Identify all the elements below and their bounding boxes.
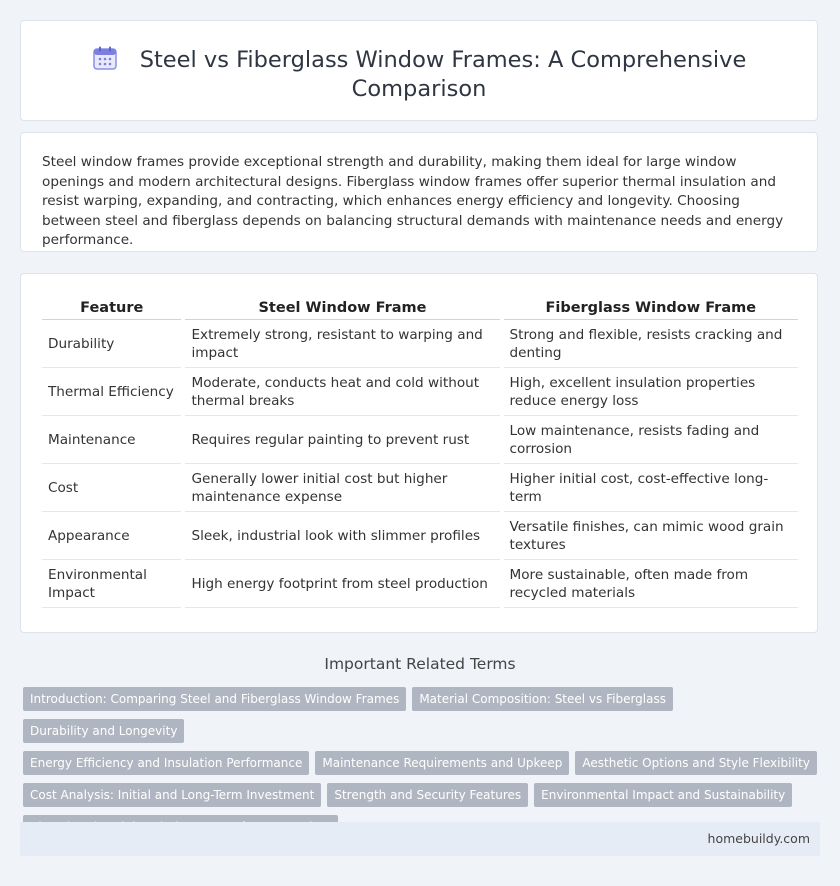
table-row [42,320,798,368]
header-steel: Steel Window Frame [183,297,501,320]
steel-cell: Moderate, conducts heat and cold without thermal breaks [183,368,501,416]
related-tag[interactable]: Aesthetic Options and Style Flexibility [575,751,817,775]
steel-cell: High energy footprint from steel production [183,560,501,608]
feature-cell: Thermal Efficiency [42,368,183,416]
feature-cell: Environmental Impact [42,560,183,608]
related-tag[interactable]: Maintenance Requirements and Upkeep [315,751,569,775]
feature-cell: Durability [42,320,183,368]
page-title [21,45,817,104]
footer [20,822,820,856]
page-title-text: Steel vs Fiberglass Window Frames: A Comprehensive Comparison [139,47,747,102]
intro-card [20,132,818,252]
feature-cell: Appearance [42,512,183,560]
fiberglass-cell: Low maintenance, resists fading and corrosion [502,416,799,464]
fiberglass-cell: More sustainable, often made from recycled materials [502,560,799,608]
intro-paragraph: Steel window frames provide exceptional strength and durability, making them ideal for large window openings and modern architectural designs. Fiberglass window frames offer superior thermal insulation and resist warping, expanding, and contracting, which enhances energy efficiency and longevity. Choosing between steel and fiberglass depends on balancing structural demands with maintenance needs and energy performance. [42,154,784,248]
feature-cell: Maintenance [42,416,183,464]
table-row [42,416,798,464]
table-row [42,560,798,608]
fiberglass-cell: Higher initial cost, cost-effective long-term [502,464,799,512]
related-terms-title: Important Related Terms [324,655,516,673]
feature-cell: Cost [42,464,183,512]
table-header-row [42,297,798,320]
fiberglass-cell: Strong and flexible, resists cracking and denting [502,320,799,368]
related-tag[interactable]: Energy Efficiency and Insulation Performance [23,751,309,775]
table-row [42,512,798,560]
related-tag[interactable]: Environmental Impact and Sustainability [534,783,792,807]
footer-site-link[interactable]: homebuildy.com [707,831,810,846]
related-tag[interactable]: Cost Analysis: Initial and Long-Term Investment [23,783,321,807]
title-wrap [21,45,817,104]
header-feature: Feature [42,297,183,320]
calendar-icon [92,45,118,71]
header-fiberglass: Fiberglass Window Frame [502,297,799,320]
related-tag[interactable]: Strength and Security Features [327,783,528,807]
steel-cell: Sleek, industrial look with slimmer profiles [183,512,501,560]
table-row [42,368,798,416]
steel-cell: Extremely strong, resistant to warping and impact [183,320,501,368]
fiberglass-cell: High, excellent insulation properties reduce energy loss [502,368,799,416]
steel-cell: Generally lower initial cost but higher maintenance expense [183,464,501,512]
fiberglass-cell: Versatile finishes, can mimic wood grain textures [502,512,799,560]
comparison-table [42,297,798,608]
steel-cell: Requires regular painting to prevent rust [183,416,501,464]
header-card [20,20,818,121]
comparison-card [20,273,818,633]
related-tag[interactable]: Durability and Longevity [23,719,184,743]
related-tag[interactable]: Material Composition: Steel vs Fiberglass [412,687,673,711]
table-row [42,464,798,512]
related-tag[interactable]: Introduction: Comparing Steel and Fiberglass Window Frames [23,687,406,711]
